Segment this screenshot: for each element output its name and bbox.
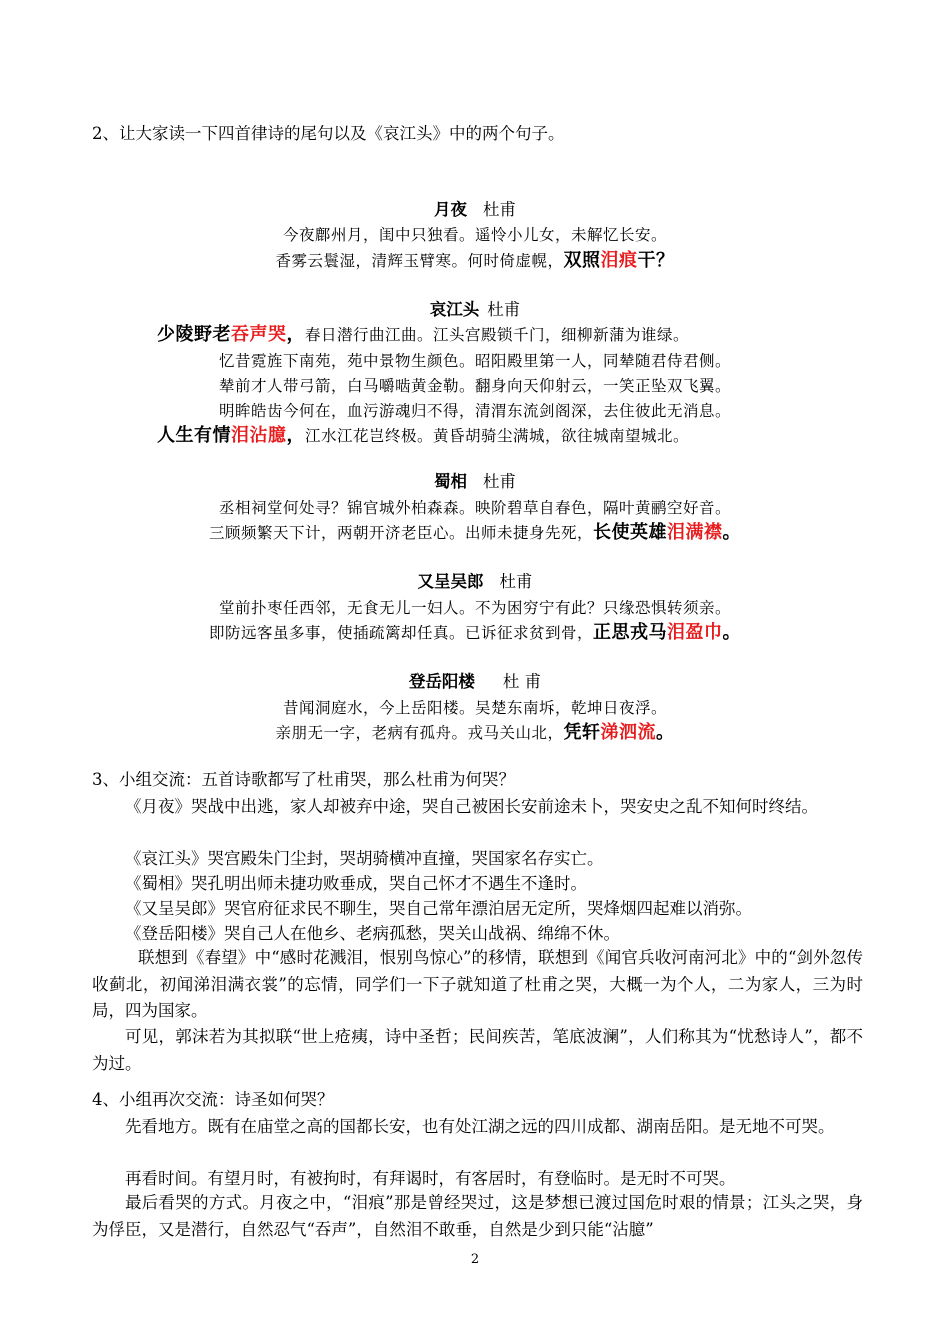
paragraph: 《月夜》哭战中出逃，家人却被弃中途，哭自己被困长安前途未卜，哭安史之乱不知何时终结。: [125, 797, 818, 816]
poem-line: 明眸皓齿今何在，血污游魂归不得，清渭东流剑阁深，去住彼此无消息。: [218, 402, 731, 420]
section-heading-2: 2、让大家读一下四首律诗的尾句以及《哀江头》中的两个句子。: [92, 124, 565, 143]
emphasis-text: 双照: [563, 250, 601, 271]
poem-text: 春日潜行曲江曲。江头宫殿锁千门，细柳新蒲为谁绿。: [305, 326, 690, 344]
poem-line: 今夜鄜州月，闺中只独看。遥怜小儿女，未解忆长安。: [282, 226, 667, 244]
page-number: 2: [470, 1252, 480, 1267]
poem-author: 杜甫: [483, 200, 516, 219]
emphasis-text: 长使英雄: [593, 522, 667, 543]
section-heading-3: 3、小组交流：五首诗歌都写了杜甫哭，那么杜甫为何哭？: [92, 770, 515, 789]
emphasis-text: 。: [722, 522, 741, 543]
emphasis-text: ，: [286, 425, 305, 446]
poem-line: [157, 323, 689, 347]
poem-title: 哀江头: [429, 300, 480, 319]
tear-phrase: 涕泗流: [600, 722, 656, 743]
emphasis-text: 少陵野老: [157, 324, 231, 345]
poem-text: 江水江花岂终极。黄昏胡骑尘满城，欲往城南望城北。: [305, 427, 690, 445]
poem-line: 辇前才人带弓箭，白马嚼啮黄金勒。翻身向天仰射云，一笑正坠双飞翼。: [218, 377, 731, 395]
poem-title: 又呈吴郎: [417, 572, 484, 591]
tear-phrase: 泪沾臆: [231, 425, 287, 446]
poem-line: [157, 424, 689, 448]
poem-line: 昔闻洞庭水，今上岳阳楼。吴楚东南坼，乾坤日夜浮。: [282, 699, 667, 717]
poem-author: 杜甫: [487, 300, 521, 319]
emphasis-text: 干？: [637, 250, 675, 271]
paragraph: 最后看哭的方式。月夜之中，“泪痕”那是曾经哭过，这是梦想已渡过国危时艰的情景；江头之哭，身为俘臣，又是潜行，自然忍气“吞声”，自然泪不敢垂，自然是少到只能“沾臆”: [92, 1193, 863, 1239]
poem-title-line: [0, 298, 950, 322]
tear-phrase: 泪满襟: [667, 522, 723, 543]
poem-line: [0, 521, 950, 545]
paragraph: 联想到《春望》中“感时花溅泪，恨别鸟惊心”的移情，联想到《闻官兵收河南河北》中的“剑外忽传收蓟北，初闻涕泪满衣裳”的忘情，同学们一下子就知道了杜甫之哭，大概一为个人，二为家人，三为时局，四为国家。: [92, 948, 863, 1020]
paragraph: 《登岳阳楼》哭自己人在他乡、老病孤愁，哭关山战祸、绵绵不休。: [125, 924, 620, 943]
poem-title-line: [0, 570, 950, 594]
tear-phrase: 泪痕: [600, 250, 638, 271]
poem-title: 蜀相: [434, 472, 467, 491]
poem-line: 堂前扑枣任西邻，无食无儿一妇人。不为困穷宁有此？只缘恐惧转须亲。: [218, 599, 731, 617]
poem-author: 杜甫: [499, 572, 533, 591]
emphasis-text: 人生有情: [157, 425, 231, 446]
paragraph: 可见，郭沫若为其拟联“世上疮痍，诗中圣哲；民间疾苦，笔底波澜”，人们称其为“忧愁诗人”，都不为过。: [92, 1027, 863, 1073]
emphasis-text: 凭轩: [563, 722, 601, 743]
poem-line: [0, 721, 950, 745]
emphasis-text: 。: [656, 722, 675, 743]
poem-title: 登岳阳楼: [408, 672, 475, 691]
paragraph: 《哀江头》哭宫殿朱门尘封，哭胡骑横冲直撞，哭国家名存实亡。: [125, 849, 604, 868]
poem-title-line: [0, 470, 950, 494]
poem-title-line: [0, 198, 950, 222]
poem-line: [0, 621, 950, 645]
emphasis-text: 。: [722, 622, 741, 643]
poem-line: 丞相祠堂何处寻？锦官城外柏森森。映阶碧草自春色，隔叶黄鹂空好音。: [218, 499, 731, 517]
poem-title: 月夜: [434, 200, 467, 219]
poem-author: 杜甫: [483, 472, 516, 491]
poem-text: 即防远客虽多事，使插疏篱却任真。已诉征求贫到骨，: [208, 624, 593, 642]
emphasis-text: ，: [286, 324, 305, 345]
poem-line: [0, 249, 950, 273]
paragraph: 先看地方。既有在庙堂之高的国都长安，也有处江湖之远的四川成都、湖南岳阳。是无地不可哭。: [125, 1117, 835, 1136]
tear-phrase: 吞声哭: [231, 324, 287, 345]
paragraph: 再看时间。有望月时，有被拘时，有拜谒时，有客居时，有登临时。是无时不可哭。: [125, 1169, 736, 1188]
paragraph: 《蜀相》哭孔明出师未捷功败垂成，哭自己怀才不遇生不逢时。: [125, 874, 587, 893]
poem-title-line: [0, 670, 950, 694]
poem-text: 香雾云鬟湿，清辉玉臂寒。何时倚虚幌，: [275, 252, 564, 270]
poem-text: 三顾频繁天下计，两朝开济老臣心。出师未捷身先死，: [208, 524, 593, 542]
paragraph: 《又呈吴郎》哭官府征求民不聊生，哭自己常年漂泊居无定所，哭烽烟四起难以消弥。: [125, 899, 752, 918]
poem-author: 杜 甫: [502, 672, 542, 691]
tear-phrase: 泪盈巾: [667, 622, 723, 643]
section-heading-4: 4、小组再次交流：诗圣如何哭？: [92, 1090, 334, 1109]
poem-text: 亲朋无一字，老病有孤舟。戎马关山北，: [275, 724, 564, 742]
emphasis-text: 正思戎马: [593, 622, 667, 643]
poem-line: 忆昔霓旌下南苑，苑中景物生颜色。昭阳殿里第一人，同辇随君侍君侧。: [218, 352, 731, 370]
